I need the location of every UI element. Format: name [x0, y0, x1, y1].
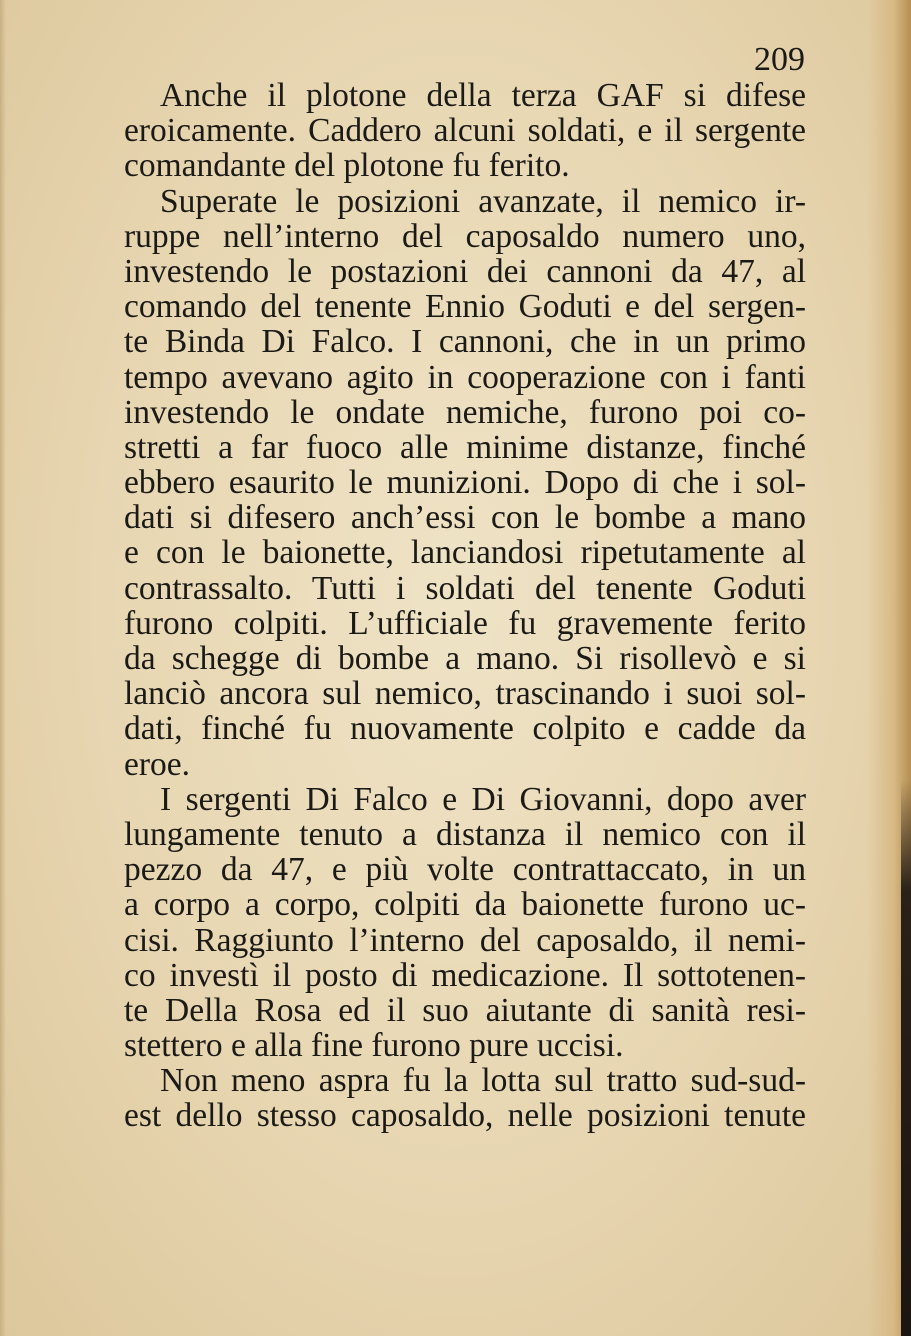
text-line: a corpo a corpo, colpiti da baionette furono uc-: [124, 886, 806, 924]
text-line: comandante del plotone fu ferito.: [124, 147, 570, 185]
text-line: te Della Rosa ed il suo aiutante di sanità resi-: [124, 991, 806, 1029]
text-line: lanciò ancora sul nemico, trascinando i suoi sol-: [124, 675, 806, 713]
text-line: furono colpiti. L’ufficiale fu gravemente ferito: [124, 604, 806, 642]
text-line: est dello stesso caposaldo, nelle posizioni tenute: [124, 1097, 806, 1135]
text-line: da schegge di bombe a mano. Si risollevò e si: [124, 640, 806, 677]
text-line: Anche il plotone della terza GAF si difese: [160, 77, 806, 114]
text-line: ebbero esaurito le munizioni. Dopo di che i sol-: [124, 464, 806, 502]
text-line: investendo le postazioni dei cannoni da 47, al: [124, 252, 806, 290]
text-line: comando del tenente Ennio Goduti e del sergen-: [124, 288, 806, 326]
text-line: ruppe nell’interno del caposaldo numero uno,: [124, 217, 806, 255]
text-line: Non meno aspra fu la lotta sul tratto sud-sud-: [160, 1062, 806, 1100]
text-line: Superate le posizioni avanzate, il nemico ir-: [160, 182, 806, 220]
text-line: eroe.: [124, 745, 191, 783]
text-line: lungamente tenuto a distanza il nemico con il: [124, 815, 806, 853]
text-line: te Binda Di Falco. I cannoni, che in un primo: [124, 323, 806, 361]
page-left-edge: [0, 0, 6, 1336]
text-line: eroicamente. Caddero alcuni soldati, e il sergente: [124, 112, 806, 150]
page-number: 209: [754, 41, 805, 78]
text-line: dati, finché fu nuovamente colpito e cadde da: [124, 710, 806, 748]
page-binding-shadow: [901, 780, 911, 1336]
text-line: stretti a far fuoco alle minime distanze, finché: [124, 428, 806, 466]
text-line: cisi. Raggiunto l’interno del caposaldo, il nemi-: [124, 921, 806, 959]
text-line: co investì il posto di medicazione. Il sottotenen-: [124, 956, 806, 994]
text-line: dati si difesero anch’essi con le bombe a mano: [124, 499, 806, 537]
text-line: investendo le ondate nemiche, furono poi co-: [124, 393, 806, 431]
text-line: I sergenti Di Falco e Di Giovanni, dopo aver: [160, 780, 806, 818]
text-line: tempo avevano agito in cooperazione con i fanti: [124, 358, 806, 396]
text-line: pezzo da 47, e più volte contrattaccato, in un: [124, 851, 806, 889]
text-line: stettero e alla fine furono pure uccisi.: [124, 1027, 624, 1065]
text-line: e con le baionette, lanciandosi ripetutamente al: [124, 534, 806, 572]
text-line: contrassalto. Tutti i soldati del tenente Goduti: [124, 569, 806, 607]
body-text: [124, 78, 806, 1134]
